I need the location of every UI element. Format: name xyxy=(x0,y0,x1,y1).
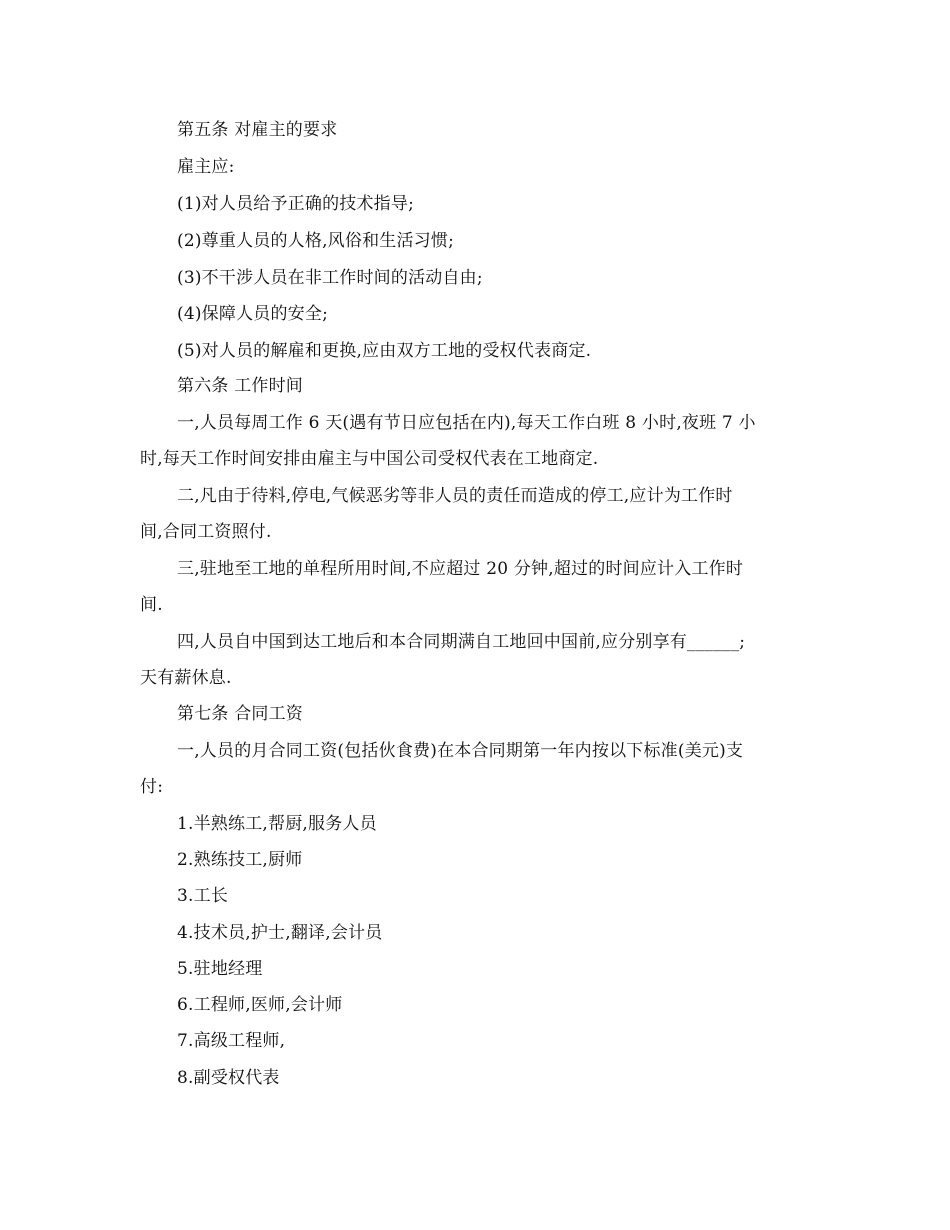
list-item: (5)对人员的解雇和更换,应由双方工地的受权代表商定. xyxy=(177,341,592,361)
paragraph-line: 时,每天工作时间安排由雇主与中国公司受权代表在工地商定. xyxy=(140,449,599,469)
list-item: 2.熟练技工,厨师 xyxy=(177,850,303,870)
article-6-heading: 第六条 工作时间 xyxy=(177,376,304,396)
paragraph-line: 三,驻地至工地的单程所用时间,不应超过 20 分钟,超过的时间应计入工作时 xyxy=(177,559,744,579)
list-item: 5.驻地经理 xyxy=(177,959,263,979)
paragraph-line: 一,人员的月合同工资(包括伙食费)在本合同期第一年内按以下标准(美元)支 xyxy=(177,741,744,761)
list-item: 1.半熟练工,帮厨,服务人员 xyxy=(177,814,377,834)
paragraph-line: 付: xyxy=(140,777,164,797)
list-item: 6.工程师,医师,会计师 xyxy=(177,995,343,1015)
paragraph-line: 间. xyxy=(140,595,163,615)
list-item: (2)尊重人员的人格,风俗和生活习惯; xyxy=(177,231,455,251)
paragraph-line: 一,人员每周工作 6 天(遇有节日应包括在内),每天工作白班 8 小时,夜班 7 小 xyxy=(177,413,756,433)
paragraph-line: 间,合同工资照付. xyxy=(140,522,272,542)
list-item: (3)不干涉人员在非工作时间的活动自由; xyxy=(177,268,483,288)
list-item: (1)对人员给予正确的技术指导; xyxy=(177,194,415,214)
list-item: 7.高级工程师, xyxy=(177,1031,286,1051)
article-5-intro: 雇主应: xyxy=(177,157,235,177)
article-7-heading: 第七条 合同工资 xyxy=(177,704,304,724)
paragraph-line: 天有薪休息. xyxy=(140,668,232,688)
list-item: 4.技术员,护士,翻译,会计员 xyxy=(177,923,383,943)
list-item: 3.工长 xyxy=(177,886,229,906)
paragraph-line: 二,凡由于待料,停电,气候恶劣等非人员的责任而造成的停工,应计为工作时 xyxy=(177,486,733,506)
list-item: 8.副受权代表 xyxy=(177,1068,280,1088)
paragraph-line: 四,人员自中国到达工地后和本合同期满自工地回中国前,应分别享有______; xyxy=(177,632,746,652)
list-item: (4)保障人员的安全; xyxy=(177,304,329,324)
article-5-heading: 第五条 对雇主的要求 xyxy=(177,120,338,140)
